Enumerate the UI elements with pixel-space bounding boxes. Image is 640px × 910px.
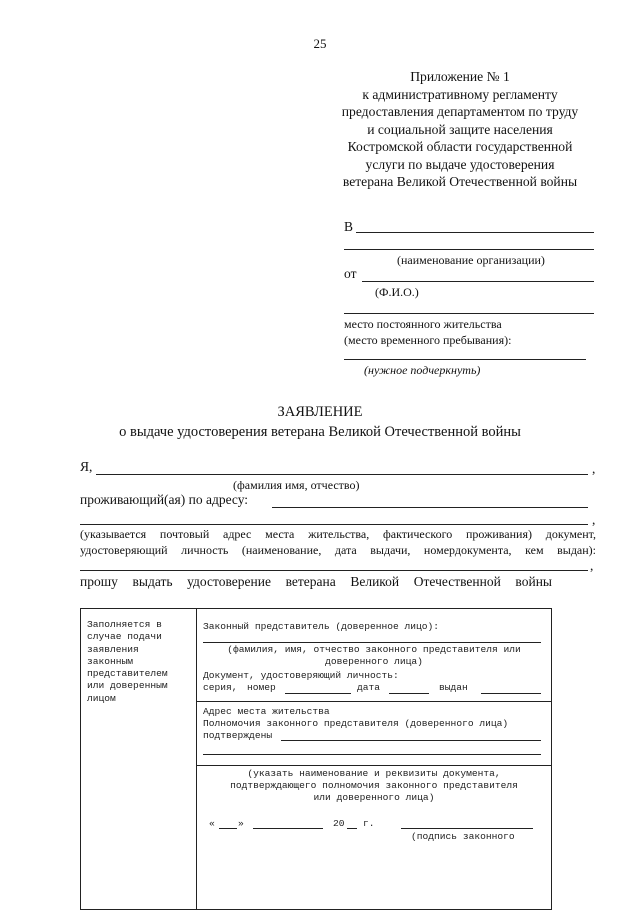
document-subtitle: о выдаче удостоверения ветерана Великой Отечественной войны — [119, 424, 521, 440]
left-cell-line: заявления — [87, 643, 139, 655]
appendix-header — [300, 68, 620, 191]
fio-line[interactable] — [362, 281, 594, 282]
date-label: дата — [357, 682, 381, 693]
issued-field[interactable] — [481, 693, 541, 694]
section-divider — [197, 701, 551, 702]
request-text: прошу выдать удостоверение ветерана Великой Отечественной войны — [80, 574, 552, 589]
day-field[interactable] — [219, 828, 237, 829]
rep-name-hint-1: (фамилия, имя, отчество законного представителя или — [227, 644, 521, 655]
year-prefix: 20 — [333, 818, 345, 829]
table-left-cell — [81, 609, 197, 910]
to-prefix: В — [344, 219, 354, 234]
address-line-2[interactable] — [80, 524, 588, 525]
address-hint-1: (указывается почтовый адрес места жительства, фактического проживания) документ, — [80, 527, 596, 541]
address-label: проживающий(ая) по адресу: — [80, 492, 249, 507]
appendix-line: услуги по выдаче удостоверения — [365, 156, 555, 172]
document-title: ЗАЯВЛЕНИЕ — [277, 404, 363, 420]
applicant-name-hint: (фамилия имя, отчество) — [233, 478, 360, 492]
appendix-line: Приложение № 1 — [410, 69, 510, 84]
year-suffix: г. — [363, 818, 375, 829]
left-cell-line: лицом — [87, 692, 116, 704]
series-label: серия, — [203, 682, 238, 693]
left-cell-line: представителем — [87, 668, 168, 680]
organization-line-2[interactable] — [344, 249, 594, 250]
year-field[interactable] — [347, 828, 357, 829]
date-field[interactable] — [389, 693, 429, 694]
comma-3: , — [590, 558, 594, 573]
month-field[interactable] — [253, 828, 323, 829]
powers-line-1[interactable] — [281, 740, 541, 741]
from-prefix: от — [344, 266, 357, 281]
id-doc-label: Документ, удостоверяющий личность: — [203, 670, 399, 681]
address-line-1[interactable] — [272, 507, 588, 508]
powers-confirmed-label: подтверждены — [203, 730, 273, 741]
legal-rep-label: Законный представитель (доверенное лицо): — [203, 621, 440, 632]
id-document-line[interactable] — [80, 570, 588, 571]
left-cell-line: Заполняется в — [87, 619, 162, 630]
docs-hint-1: (указать наименование и реквизиты документа, — [247, 768, 501, 779]
appendix-line: ветерана Великой Отечественной войны — [342, 174, 578, 189]
rep-name-hint-2: доверенного лица) — [325, 656, 423, 667]
appendix-line: предоставления департаментом по труду — [341, 104, 579, 119]
representative-table — [80, 608, 552, 910]
rep-name-line[interactable] — [203, 642, 541, 643]
quote-close: » — [238, 818, 244, 829]
underline-hint: (нужное подчеркнуть) — [364, 363, 481, 377]
from-line-2[interactable] — [344, 313, 594, 314]
signature-hint: (подпись законного — [411, 831, 515, 842]
appendix-line: Костромской области государственной — [347, 139, 573, 154]
address-hint-2: удостоверяющий личность (наименование, дата выдачи, номердокумента, кем выдан): — [80, 543, 596, 557]
signature-line[interactable] — [401, 828, 533, 829]
residence-label: место постоянного жительства — [344, 317, 502, 331]
powers-line-2[interactable] — [203, 754, 541, 755]
docs-hint-2: подтверждающего полномочия законного представителя — [230, 780, 518, 791]
quote-open: « — [209, 818, 215, 829]
left-cell-line: случае подачи — [87, 631, 162, 643]
number-label: номер — [247, 682, 276, 693]
fio-hint: (Ф.И.О.) — [375, 285, 419, 299]
comma: , — [592, 461, 596, 476]
docs-hint-3: или доверенного лица) — [313, 792, 435, 803]
number-field[interactable] — [285, 693, 351, 694]
appendix-line: к административному регламенту — [362, 86, 558, 102]
comma-2: , — [592, 512, 596, 527]
left-cell-line: или доверенным — [87, 680, 168, 692]
left-cell-line: законным — [87, 655, 134, 667]
organization-hint: (наименование организации) — [397, 253, 545, 267]
ya-label: Я, — [80, 459, 93, 474]
residence-line[interactable] — [344, 359, 586, 360]
residence-label-temp: (место временного пребывания): — [344, 333, 512, 347]
page-number: 25 — [313, 36, 327, 51]
appendix-line: и социальной защите населения — [367, 121, 553, 137]
powers-label: Полномочия законного представителя (доверенного лица) — [203, 718, 509, 729]
table-right-cell — [197, 609, 552, 910]
organization-line-1[interactable] — [356, 232, 594, 233]
applicant-name-line[interactable] — [96, 474, 588, 475]
address-rep-label: Адрес места жительства — [203, 706, 330, 717]
section-divider-2 — [197, 765, 551, 766]
issued-label: выдан — [439, 682, 468, 693]
